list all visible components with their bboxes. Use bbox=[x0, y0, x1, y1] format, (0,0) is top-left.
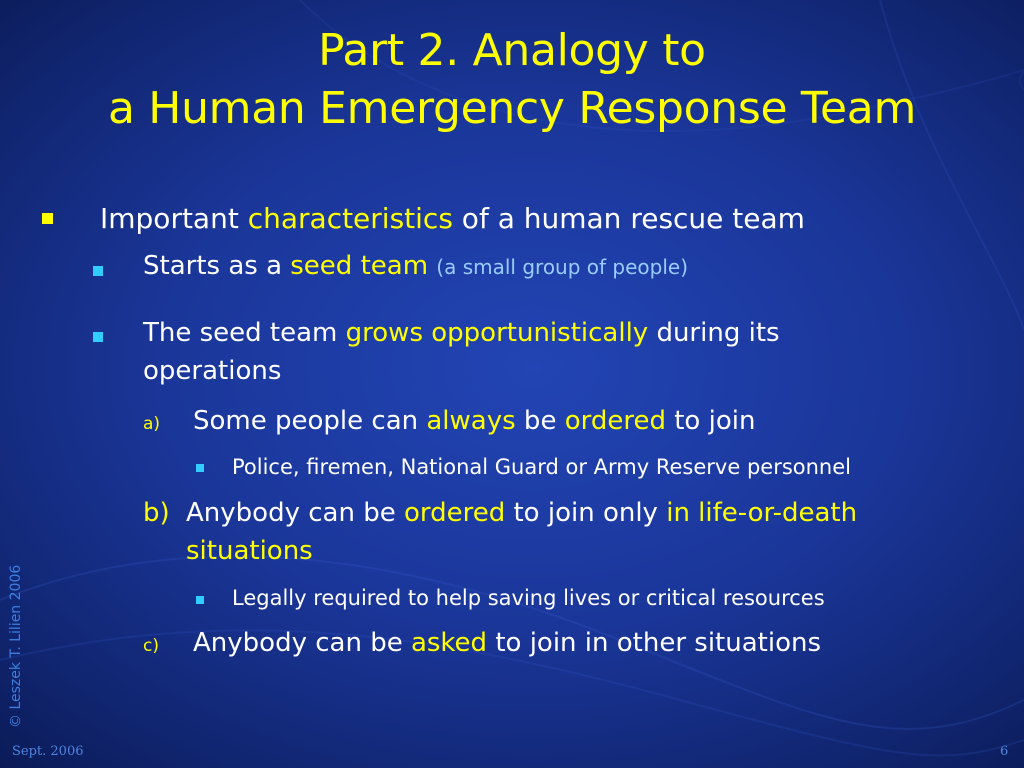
body-text: during its bbox=[648, 318, 780, 348]
highlighted-text: in life-or-death bbox=[666, 498, 858, 528]
square-bullet-icon bbox=[196, 464, 204, 472]
bullet-level1-characteristics bbox=[100, 202, 805, 235]
bullet-level2-grows-line2: operations bbox=[143, 356, 282, 386]
item-b-line1 bbox=[186, 498, 857, 528]
body-text: to join only bbox=[505, 498, 667, 528]
item-b-line2: situations bbox=[186, 536, 313, 566]
body-text: to join bbox=[665, 406, 756, 436]
highlighted-text: always bbox=[426, 406, 516, 436]
bullet-level2-seed-team bbox=[143, 251, 688, 281]
square-bullet-icon bbox=[196, 596, 204, 604]
body-text: The seed team bbox=[143, 318, 346, 348]
body-text: Anybody can be bbox=[193, 628, 411, 658]
list-marker-b: b) bbox=[143, 498, 170, 528]
body-text: Some people can bbox=[193, 406, 427, 436]
copyright-sidebar: © Leszek T. Lilien 2006 bbox=[8, 564, 24, 728]
highlighted-text: seed team bbox=[290, 251, 429, 281]
title-line-1: Part 2. Analogy to bbox=[318, 25, 706, 76]
footer-date: Sept. 2006 bbox=[12, 744, 84, 759]
body-text: of a human rescue team bbox=[452, 202, 805, 235]
body-text: Important bbox=[100, 202, 248, 235]
page-number: 6 bbox=[1000, 744, 1009, 759]
highlighted-text: asked bbox=[410, 628, 488, 658]
square-bullet-icon bbox=[93, 266, 103, 276]
item-a-always-ordered bbox=[193, 406, 755, 436]
bullet-level2-grows-line1 bbox=[143, 318, 780, 348]
body-text: be bbox=[515, 406, 565, 436]
seed-team-parenthetical: (a small group of people) bbox=[436, 255, 689, 279]
item-a-subpoint: Police, firemen, National Guard or Army Reserve personnel bbox=[232, 455, 851, 479]
body-text: to join in other situations bbox=[487, 628, 822, 658]
list-marker-a: a) bbox=[143, 414, 161, 434]
item-c-asked bbox=[193, 628, 821, 658]
seed-team-text bbox=[143, 251, 436, 281]
list-marker-c: c) bbox=[143, 636, 159, 656]
highlighted-text: ordered bbox=[564, 406, 666, 436]
square-bullet-icon bbox=[93, 332, 103, 342]
highlighted-text: characteristics bbox=[247, 202, 453, 235]
slide-title bbox=[0, 22, 1024, 138]
highlighted-text: ordered bbox=[403, 498, 506, 528]
body-text: Starts as a bbox=[143, 251, 291, 281]
highlighted-text: grows opportunistically bbox=[345, 318, 649, 348]
square-bullet-icon bbox=[42, 213, 53, 224]
title-line-2: a Human Emergency Response Team bbox=[107, 83, 917, 134]
item-b-subpoint: Legally required to help saving lives or critical resources bbox=[232, 586, 825, 610]
body-text: Anybody can be bbox=[186, 498, 404, 528]
